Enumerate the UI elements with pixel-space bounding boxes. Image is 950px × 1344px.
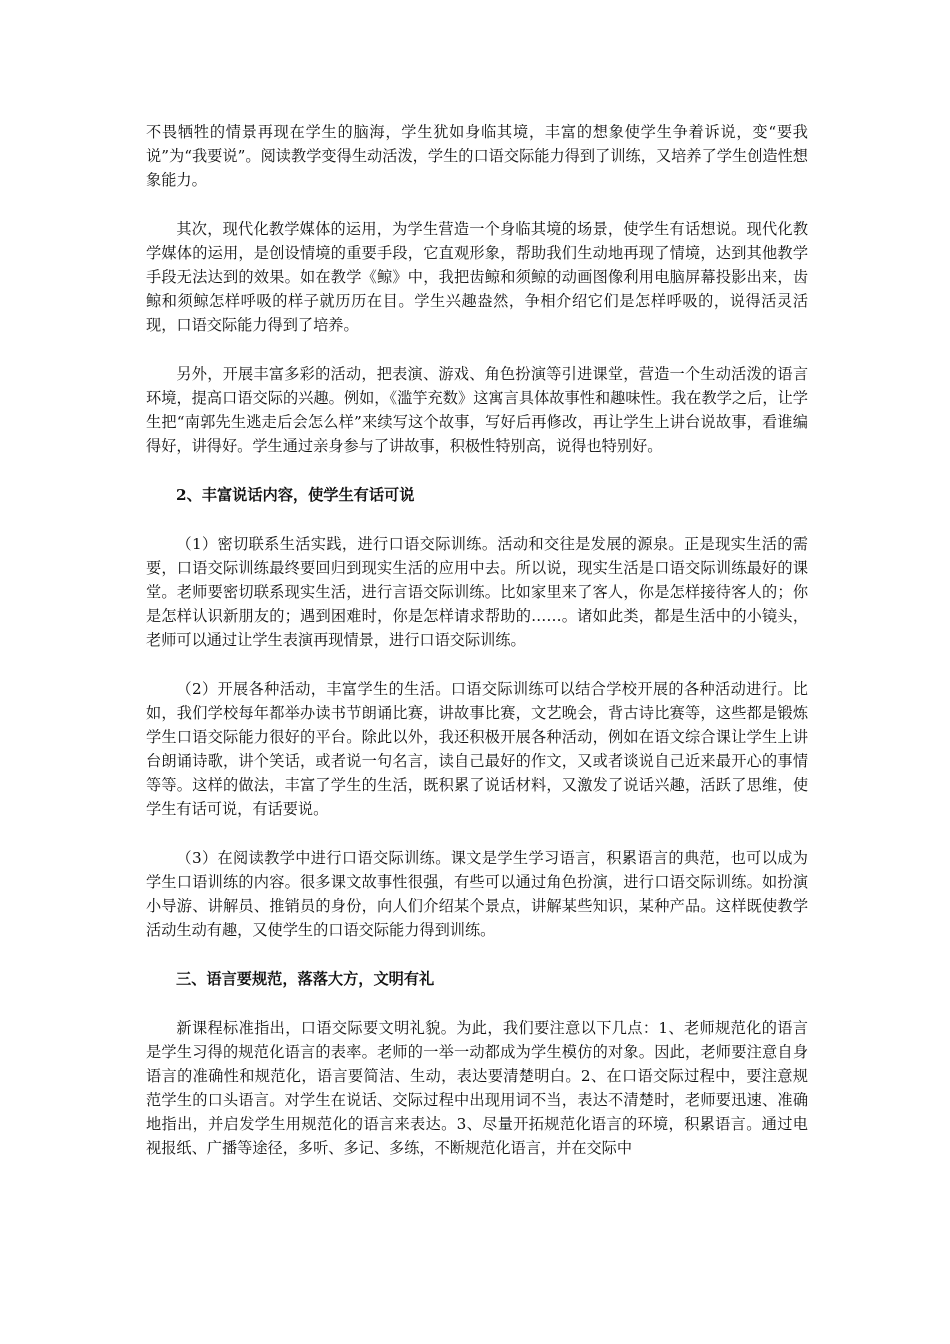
section-heading-2: 2、丰富说话内容，使学生有话可说 (176, 486, 415, 504)
paragraph-gap (146, 337, 808, 362)
paragraph-gap (146, 991, 808, 1016)
paragraph-gap (146, 821, 808, 846)
paragraph-point-2: （2）开展各种活动，丰富学生的生活。口语交际训练可以结合学校开展的各种活动进行。比如，我们学校每年都举办读书节朗诵比赛，讲故事比赛，文艺晚会，背古诗比赛等，这些都是锻炼学生口语交际能力很好的平台。除此以外，我还积极开展各种活动，例如在语文综合课让学生上讲台朗诵诗歌，讲个笑话，或者说一句名言，读自己最好的作文，又或者谈说自己近来最开心的事情等等。这样的做法，丰富了学生的生活，既积累了说话材料，又激发了说话兴趣，活跃了思维，使学生有话可说，有话要说。 (146, 680, 808, 818)
paragraph-gap (146, 458, 808, 483)
paragraph-imagination: 不畏牺牲的情景再现在学生的脑海，学生犹如身临其境，丰富的想象使学生争着诉说，变“要我说”为“我要说”。阅读教学变得生动活泼，学生的口语交际能力得到了训练，又培养了学生创造性想象能力。 (146, 123, 808, 189)
section-heading-3: 三、语言要规范，落落大方，文明有礼 (176, 970, 435, 988)
paragraph-gap (146, 507, 808, 532)
paragraph-gap (146, 192, 808, 217)
paragraph-point-1: （1）密切联系生活实践，进行口语交际训练。活动和交往是发展的源泉。正是现实生活的需要，口语交际训练最终要回归到现实生活的应用中去。所以说，现实生活是口语交际训练最好的课堂。老师要密切联系现实生活，进行言语交际训练。比如家里来了客人，你是怎样接待客人的；你是怎样认识新朋友的；遇到困难时，你是怎样请求帮助的……。诸如此类，都是生活中的小镜头，老师可以通过让学生表演再现情景，进行口语交际训练。 (146, 535, 808, 649)
paragraph-gap (146, 652, 808, 677)
document-page (146, 120, 808, 1160)
paragraph-standards: 新课程标准指出，口语交际要文明礼貌。为此，我们要注意以下几点：1、老师规范化的语言是学生习得的规范化语言的表率。老师的一举一动都成为学生模仿的对象。因此，老师要注意自身语言的准确性和规范化，语言要简洁、生动，表达要清楚明白。2、在口语交际过程中，要注意规范学生的口头语言。对学生在说话、交际过程中出现用词不当，表达不清楚时，老师要迅速、准确地指出，并启发学生用规范化的语言来表达。3、尽量开拓规范化语言的环境，积累语言。通过电视报纸、广播等途径，多听、多记、多练，不断规范化语言，并在交际中 (146, 1019, 808, 1157)
paragraph-activities: 另外，开展丰富多彩的活动，把表演、游戏、角色扮演等引进课堂，营造一个生动活泼的语言环境，提高口语交际的兴趣。例如，《滥竽充数》这寓言具体故事性和趣味性。我在教学之后，让学生把“南郭先生逃走后会怎么样”来续写这个故事，写好后再修改，再让学生上讲台说故事，看谁编得好，讲得好。学生通过亲身参与了讲故事，积极性特别高，说得也特别好。 (146, 365, 808, 455)
paragraph-multimedia: 其次，现代化教学媒体的运用，为学生营造一个身临其境的场景，使学生有话想说。现代化教学媒体的运用，是创设情境的重要手段，它直观形象，帮助我们生动地再现了情境，达到其他教学手段无法达到的效果。如在教学《鲸》中，我把齿鲸和须鲸的动画图像利用电脑屏幕投影出来，齿鲸和须鲸怎样呼吸的样子就历历在目。学生兴趣盎然，争相介绍它们是怎样呼吸的，说得活灵活现，口语交际能力得到了培养。 (146, 220, 808, 334)
paragraph-point-3: （3）在阅读教学中进行口语交际训练。课文是学生学习语言，积累语言的典范，也可以成为学生口语训练的内容。很多课文故事性很强，有些可以通过角色扮演，进行口语交际训练。如扮演小导游、讲解员、推销员的身份，向人们介绍某个景点，讲解某些知识，某种产品。这样既使教学活动生动有趣，又使学生的口语交际能力得到训练。 (146, 849, 808, 939)
paragraph-gap (146, 942, 808, 967)
